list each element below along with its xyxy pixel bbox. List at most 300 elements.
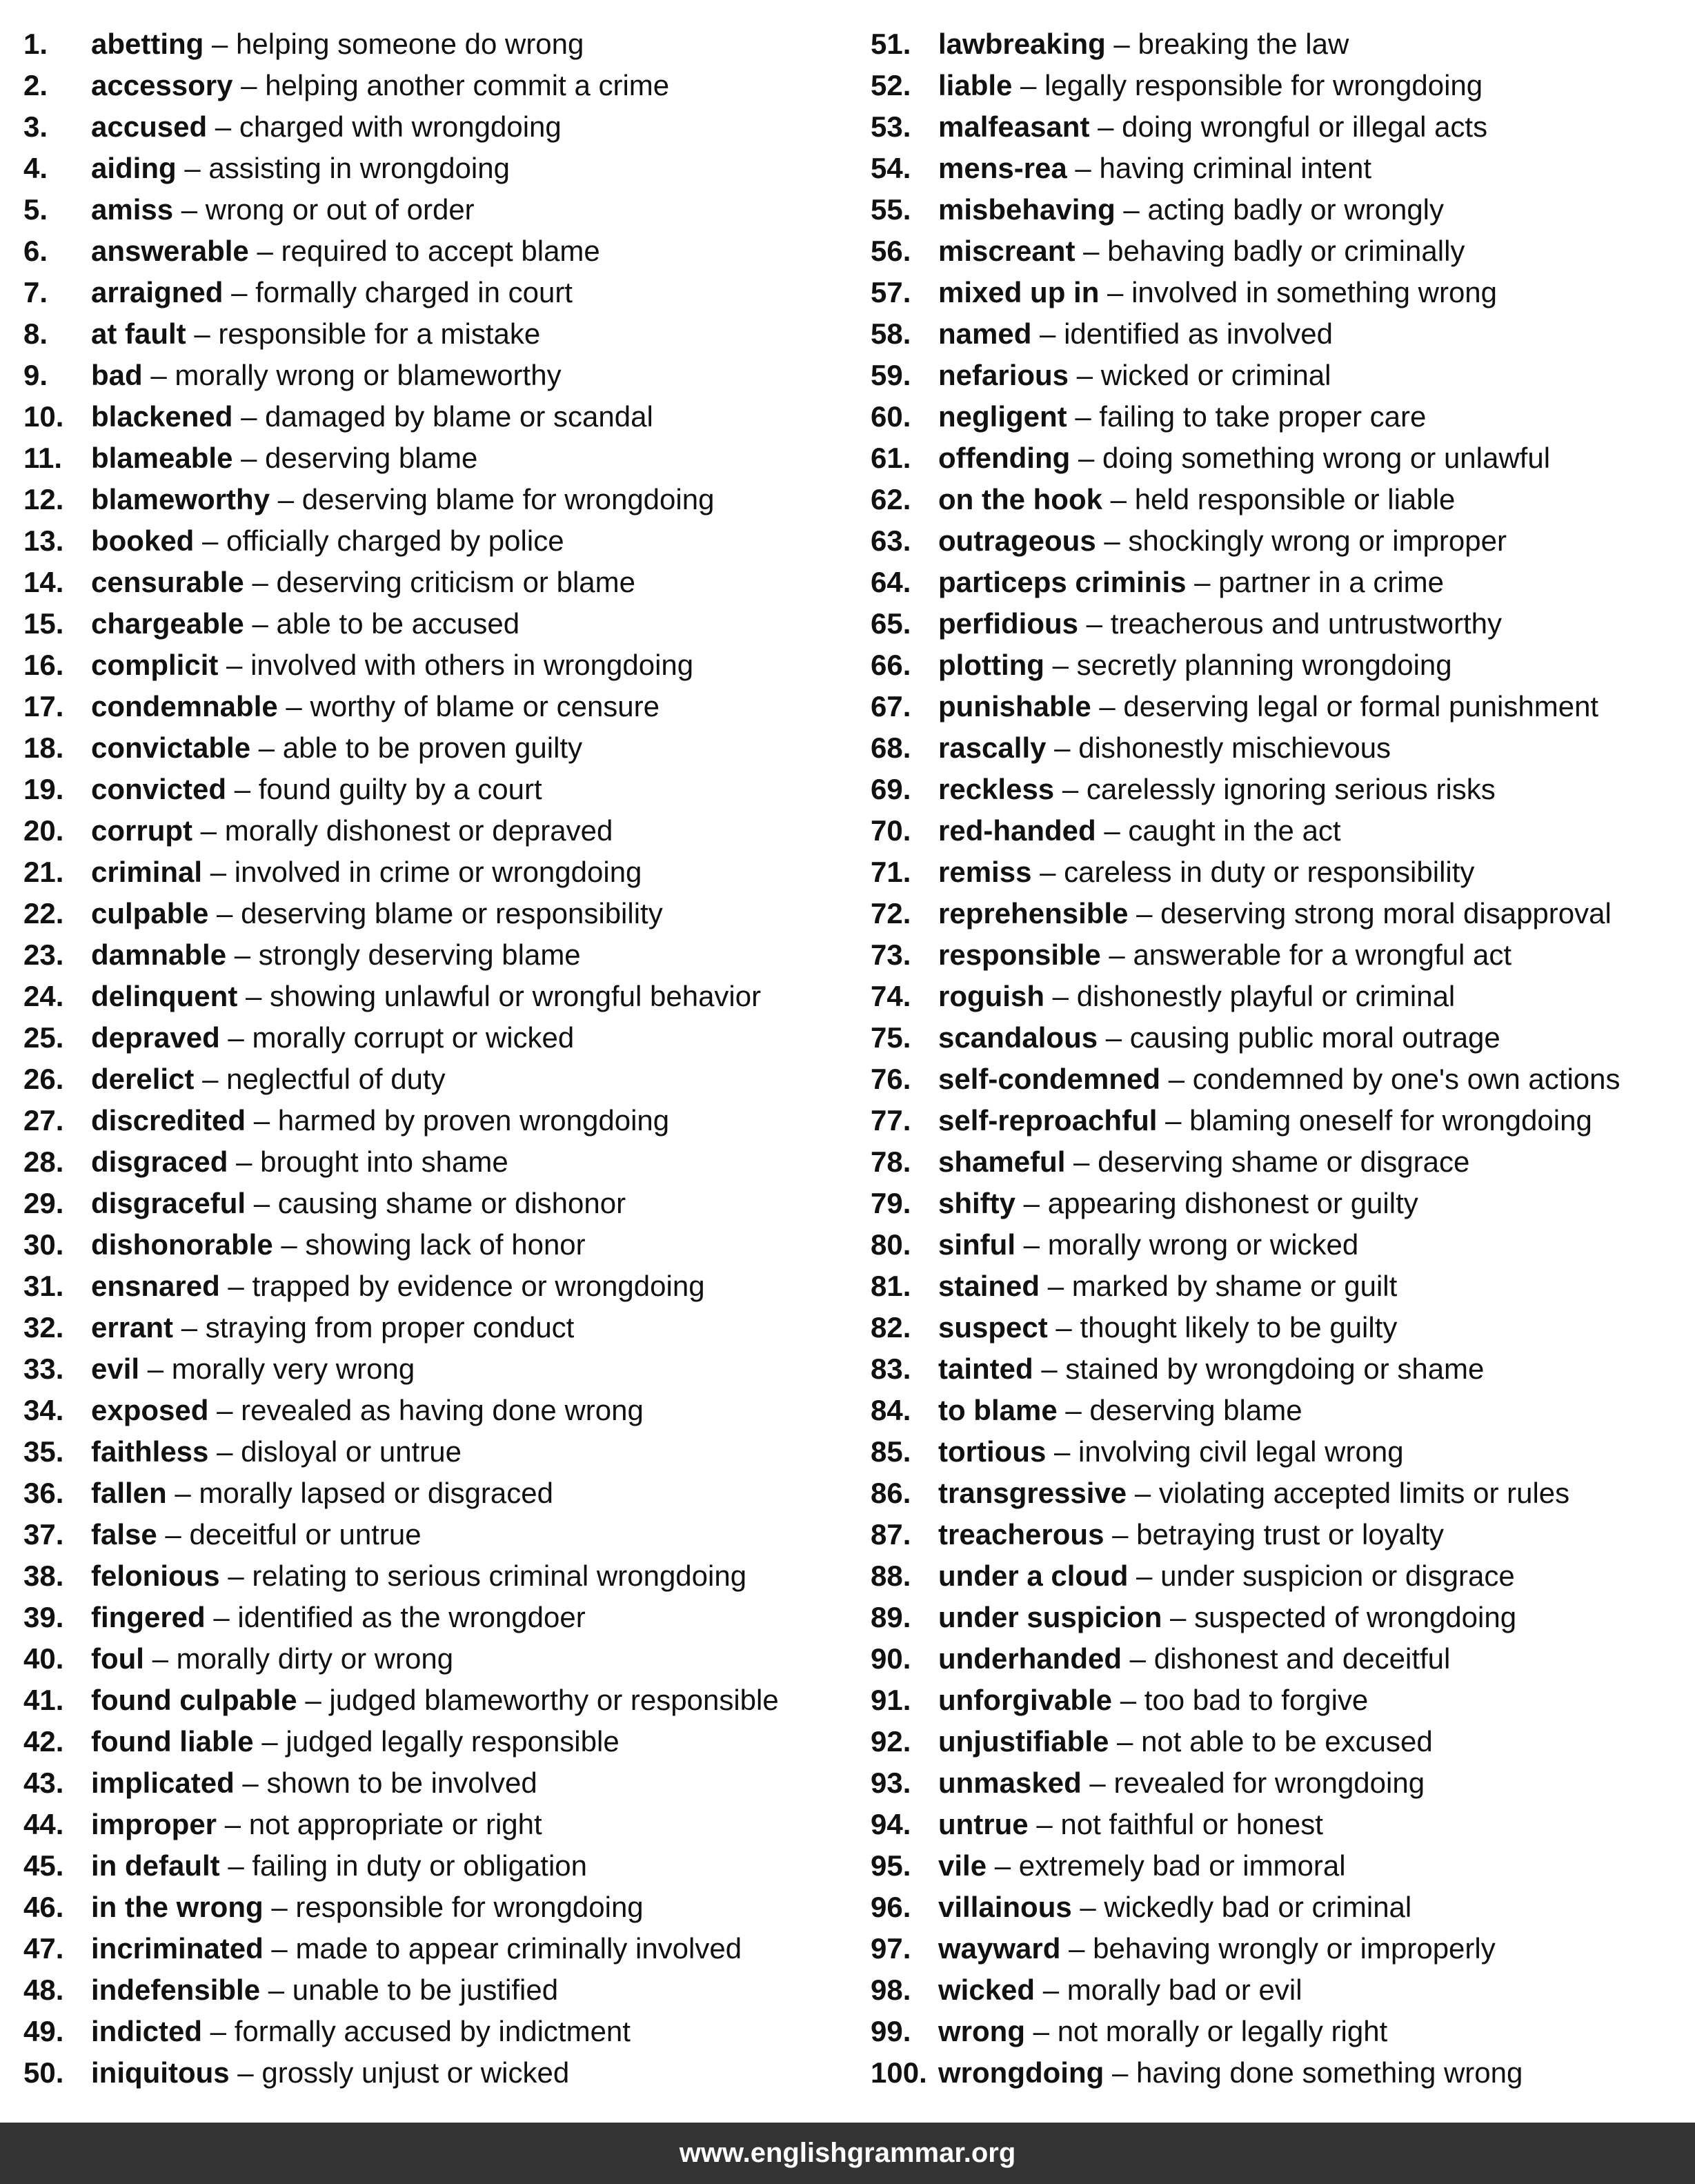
entry-definition: judged legally responsible	[286, 1725, 619, 1758]
entry-definition: suspected of wrongdoing	[1194, 1601, 1517, 1633]
entry-separator: –	[173, 1311, 206, 1344]
list-item	[23, 769, 844, 810]
entry-term: disgraceful	[91, 1187, 246, 1219]
entry-separator: –	[234, 1767, 267, 1799]
list-item	[23, 1100, 844, 1141]
entry-definition: partner in a crime	[1218, 566, 1444, 598]
list-item	[23, 1141, 844, 1183]
entry-definition: shown to be involved	[266, 1767, 537, 1799]
entry-definition: acting badly or wrongly	[1147, 193, 1445, 226]
entry-definition: deserving shame or disgrace	[1098, 1145, 1470, 1178]
entry-separator: –	[1012, 69, 1045, 101]
entry-number: 66.	[871, 649, 911, 681]
entry-definition: officially charged by police	[226, 524, 564, 557]
list-item	[23, 686, 844, 727]
entry-number: 43.	[23, 1767, 64, 1799]
list-item	[871, 2011, 1685, 2052]
entry-definition: neglectful of duty	[226, 1063, 446, 1095]
entry-term: miscreant	[938, 235, 1076, 267]
entry-definition: carelessly ignoring serious risks	[1086, 773, 1496, 805]
entry-separator: –	[1102, 483, 1135, 515]
list-item	[23, 893, 844, 934]
list-item	[23, 148, 844, 189]
entry-term: iniquitous	[91, 2056, 230, 2089]
entry-term: tortious	[938, 1435, 1047, 1468]
entry-term: blameworthy	[91, 483, 270, 515]
entry-definition: behaving wrongly or improperly	[1093, 1932, 1496, 1965]
entry-definition: failing to take proper care	[1099, 400, 1427, 433]
entry-number: 5.	[23, 193, 48, 226]
entry-term: on the hook	[938, 483, 1102, 515]
entry-number: 2.	[23, 69, 48, 101]
entry-number: 52.	[871, 69, 911, 101]
entry-number: 24.	[23, 980, 64, 1012]
entry-separator: –	[1035, 1974, 1067, 2006]
entry-term: shameful	[938, 1145, 1066, 1178]
entry-separator: –	[232, 400, 266, 433]
entry-definition: deserving blame	[265, 442, 478, 474]
list-item	[871, 1348, 1685, 1390]
list-item	[871, 313, 1685, 355]
entry-term: aiding	[91, 152, 177, 184]
entry-separator: –	[244, 566, 277, 598]
entry-separator: –	[1091, 690, 1124, 722]
entry-number: 90.	[871, 1642, 911, 1675]
list-item	[23, 727, 844, 769]
entry-term: untrue	[938, 1808, 1029, 1840]
entry-term: punishable	[938, 690, 1091, 722]
list-item	[871, 1721, 1685, 1762]
entry-number: 72.	[871, 897, 911, 929]
list-item	[871, 1762, 1685, 1804]
list-item	[23, 230, 844, 272]
entry-number: 29.	[23, 1187, 64, 1219]
entry-separator: –	[1054, 773, 1087, 805]
entry-term: suspect	[938, 1311, 1048, 1344]
list-item	[23, 1307, 844, 1348]
entry-separator: –	[1081, 1767, 1114, 1799]
entry-definition: having done something wrong	[1136, 2056, 1523, 2089]
entry-term: underhanded	[938, 1642, 1122, 1675]
entry-number: 85.	[871, 1435, 911, 1468]
entry-term: misbehaving	[938, 193, 1116, 226]
list-item	[871, 65, 1685, 106]
entry-term: condemnable	[91, 690, 278, 722]
entry-term: disgraced	[91, 1145, 228, 1178]
list-item	[871, 1887, 1685, 1928]
entry-definition: responsible for a mistake	[218, 317, 541, 350]
entry-term: self-condemned	[938, 1063, 1161, 1095]
entry-definition: revealed for wrongdoing	[1113, 1767, 1425, 1799]
entry-separator: –	[219, 1021, 252, 1054]
entry-definition: deserving blame or responsibility	[241, 897, 663, 929]
entry-number: 99.	[871, 2015, 911, 2047]
list-item	[871, 2052, 1685, 2094]
entry-separator: –	[208, 897, 241, 929]
entry-number: 41.	[23, 1684, 64, 1716]
entry-separator: –	[1104, 1518, 1137, 1551]
entry-number: 57.	[871, 276, 911, 308]
entry-term: treacherous	[938, 1518, 1104, 1551]
entry-number: 55.	[871, 193, 911, 226]
entry-separator: –	[1069, 359, 1101, 391]
entry-term: remiss	[938, 856, 1032, 888]
entry-term: fallen	[91, 1477, 167, 1509]
list-item	[23, 23, 844, 65]
entry-separator: –	[223, 276, 256, 308]
entry-definition: betraying trust or loyalty	[1136, 1518, 1445, 1551]
entry-separator: –	[1162, 1601, 1195, 1633]
list-item	[23, 1266, 844, 1307]
entry-definition: morally wrong or blameworthy	[175, 359, 562, 391]
entry-term: red-handed	[938, 814, 1096, 847]
entry-definition: deserving blame	[1089, 1394, 1302, 1426]
entry-number: 93.	[871, 1767, 911, 1799]
entry-term: sinful	[938, 1228, 1015, 1261]
entry-number: 13.	[23, 524, 64, 557]
entry-separator: –	[1099, 276, 1132, 308]
entry-separator: –	[226, 938, 259, 971]
entry-number: 83.	[871, 1352, 911, 1385]
entry-definition: appearing dishonest or guilty	[1047, 1187, 1418, 1219]
list-item	[23, 272, 844, 313]
entry-separator: –	[272, 1228, 306, 1261]
list-item	[23, 313, 844, 355]
entry-separator: –	[1105, 28, 1138, 60]
entry-definition: blaming oneself for wrongdoing	[1189, 1104, 1592, 1137]
entry-separator: –	[1112, 1684, 1144, 1716]
entry-separator: –	[194, 1063, 227, 1095]
list-item	[23, 1224, 844, 1266]
entry-separator: –	[1075, 235, 1108, 267]
entry-separator: –	[1044, 649, 1077, 681]
entry-term: wrong	[938, 2015, 1025, 2047]
entry-separator: –	[217, 1808, 249, 1840]
entry-definition: showing unlawful or wrongful behavior	[270, 980, 762, 1012]
entry-definition: morally dirty or wrong	[176, 1642, 454, 1675]
entry-definition: deserving legal or formal punishment	[1123, 690, 1599, 722]
entry-term: unmasked	[938, 1767, 1082, 1799]
list-item	[871, 106, 1685, 148]
entry-term: answerable	[91, 235, 249, 267]
entry-separator: –	[219, 1560, 252, 1592]
entry-definition: involving civil legal wrong	[1078, 1435, 1404, 1468]
entry-definition: not faithful or honest	[1060, 1808, 1323, 1840]
entry-term: negligent	[938, 400, 1067, 433]
entry-number: 63.	[871, 524, 911, 557]
entry-term: lawbreaking	[938, 28, 1106, 60]
entry-number: 69.	[871, 773, 911, 805]
entry-number: 94.	[871, 1808, 911, 1840]
entry-definition: disloyal or untrue	[241, 1435, 462, 1468]
entry-separator: –	[1015, 1228, 1048, 1261]
entry-number: 54.	[871, 152, 911, 184]
entry-number: 28.	[23, 1145, 64, 1178]
entry-separator: –	[219, 1270, 252, 1302]
entry-number: 35.	[23, 1435, 64, 1468]
entry-definition: treacherous and untrustworthy	[1110, 607, 1503, 640]
entry-term: nefarious	[938, 359, 1069, 391]
entry-definition: not able to be excused	[1141, 1725, 1433, 1758]
entry-number: 53.	[871, 110, 911, 143]
list-item	[871, 1307, 1685, 1348]
entry-term: outrageous	[938, 524, 1096, 557]
entry-separator: –	[1160, 1063, 1193, 1095]
entry-separator: –	[260, 1974, 293, 2006]
entry-number: 44.	[23, 1808, 64, 1840]
entry-term: false	[91, 1518, 157, 1551]
entry-definition: deceitful or untrue	[189, 1518, 422, 1551]
entry-number: 82.	[871, 1311, 911, 1344]
entry-definition: held responsible or liable	[1134, 483, 1456, 515]
entry-term: found culpable	[91, 1684, 297, 1716]
list-item	[871, 1555, 1685, 1597]
entry-number: 31.	[23, 1270, 64, 1302]
entry-separator: –	[250, 731, 283, 764]
list-item	[871, 852, 1685, 893]
list-item	[871, 479, 1685, 520]
list-item	[871, 1183, 1685, 1224]
list-item	[871, 1969, 1685, 2011]
entry-term: convicted	[91, 773, 227, 805]
entry-number: 58.	[871, 317, 911, 350]
entry-definition: not appropriate or right	[248, 1808, 542, 1840]
list-item	[23, 65, 844, 106]
entry-separator: –	[1060, 1932, 1093, 1965]
entry-number: 47.	[23, 1932, 64, 1965]
entry-term: rascally	[938, 731, 1047, 764]
footer-bar	[0, 2123, 1695, 2184]
entry-separator: –	[1046, 1435, 1079, 1468]
list-item	[871, 934, 1685, 976]
entry-term: incriminated	[91, 1932, 264, 1965]
entry-term: fingered	[91, 1601, 206, 1633]
list-item	[23, 1059, 844, 1100]
entry-definition: worthy of blame or censure	[310, 690, 660, 722]
entry-number: 16.	[23, 649, 64, 681]
entry-separator: –	[1031, 856, 1064, 888]
entry-separator: –	[1024, 2015, 1058, 2047]
entry-definition: morally corrupt or wicked	[252, 1021, 575, 1054]
list-item	[871, 1390, 1685, 1431]
entry-separator: –	[1070, 442, 1102, 474]
list-item	[23, 1348, 844, 1390]
entry-number: 74.	[871, 980, 911, 1012]
entry-definition: dishonestly playful or criminal	[1076, 980, 1456, 1012]
entry-definition: involved in crime or wrongdoing	[234, 856, 642, 888]
list-item	[871, 1845, 1685, 1887]
entry-separator: –	[204, 28, 237, 60]
entry-definition: judged blameworthy or responsible	[329, 1684, 779, 1716]
entry-number: 23.	[23, 938, 64, 971]
entry-separator: –	[263, 1932, 296, 1965]
list-item	[871, 1473, 1685, 1514]
entry-separator: –	[208, 1394, 241, 1426]
entry-number: 22.	[23, 897, 64, 929]
entry-separator: –	[263, 1891, 296, 1923]
list-item	[23, 1928, 844, 1969]
entry-term: arraigned	[91, 276, 224, 308]
entry-number: 32.	[23, 1311, 64, 1344]
entry-separator: –	[219, 1849, 252, 1882]
entry-separator: –	[1100, 938, 1133, 971]
list-item	[871, 1431, 1685, 1473]
list-item	[23, 396, 844, 437]
word-list-right-column	[871, 23, 1685, 2094]
entry-number: 87.	[871, 1518, 911, 1551]
list-item	[23, 1721, 844, 1762]
entry-definition: thought likely to be guilty	[1080, 1311, 1398, 1344]
entry-definition: wicked or criminal	[1100, 359, 1331, 391]
entry-separator: –	[1104, 2056, 1136, 2089]
entry-number: 3.	[23, 110, 48, 143]
entry-separator: –	[1047, 1311, 1080, 1344]
entry-definition: formally charged in court	[255, 276, 573, 308]
entry-term: bad	[91, 359, 143, 391]
entry-number: 7.	[23, 276, 48, 308]
entry-number: 8.	[23, 317, 48, 350]
entry-separator: –	[1157, 1104, 1190, 1137]
entry-number: 62.	[871, 483, 911, 515]
list-item	[23, 1969, 844, 2011]
entry-number: 50.	[23, 2056, 64, 2089]
entry-definition: morally wrong or wicked	[1047, 1228, 1359, 1261]
list-item	[23, 1638, 844, 1680]
entry-separator: –	[143, 1642, 177, 1675]
entry-term: wayward	[938, 1932, 1061, 1965]
entry-number: 88.	[871, 1560, 911, 1592]
entry-term: roguish	[938, 980, 1044, 1012]
entry-separator: –	[987, 1849, 1019, 1882]
entry-term: unjustifiable	[938, 1725, 1109, 1758]
list-item	[871, 272, 1685, 313]
entry-number: 68.	[871, 731, 911, 764]
entry-number: 64.	[871, 566, 911, 598]
entry-definition: shockingly wrong or improper	[1128, 524, 1507, 557]
entry-term: wrongdoing	[938, 2056, 1104, 2089]
entry-term: self-reproachful	[938, 1104, 1158, 1137]
entry-term: offending	[938, 442, 1071, 474]
entry-number: 79.	[871, 1187, 911, 1219]
list-item	[23, 1390, 844, 1431]
entry-number: 42.	[23, 1725, 64, 1758]
entry-definition: able to be proven guilty	[282, 731, 583, 764]
entry-separator: –	[1065, 1145, 1098, 1178]
entry-separator: –	[208, 1435, 241, 1468]
entry-number: 15.	[23, 607, 64, 640]
entry-number: 14.	[23, 566, 64, 598]
entry-term: in default	[91, 1849, 220, 1882]
entry-definition: deserving strong moral disapproval	[1160, 897, 1612, 929]
list-item	[23, 1431, 844, 1473]
list-item	[871, 686, 1685, 727]
entry-definition: responsible for wrongdoing	[295, 1891, 644, 1923]
entry-definition: helping another commit a crime	[265, 69, 670, 101]
entry-definition: required to accept blame	[281, 235, 600, 267]
list-item	[871, 396, 1685, 437]
entry-number: 71.	[871, 856, 911, 888]
list-item	[23, 1887, 844, 1928]
entry-term: mixed up in	[938, 276, 1100, 308]
entry-number: 26.	[23, 1063, 64, 1095]
entry-number: 17.	[23, 690, 64, 722]
entry-term: culpable	[91, 897, 209, 929]
entry-definition: dishonest and deceitful	[1153, 1642, 1451, 1675]
entry-term: faithless	[91, 1435, 209, 1468]
entry-term: accessory	[91, 69, 233, 101]
entry-separator: –	[1046, 731, 1079, 764]
entry-separator: –	[1040, 1270, 1072, 1302]
list-item	[23, 1183, 844, 1224]
entry-definition: trapped by evidence or wrongdoing	[252, 1270, 705, 1302]
entry-definition: condemned by one's own actions	[1192, 1063, 1620, 1095]
entry-separator: –	[246, 1187, 278, 1219]
entry-number: 80.	[871, 1228, 911, 1261]
entry-separator: –	[1044, 980, 1077, 1012]
entry-term: complicit	[91, 649, 219, 681]
entry-term: discredited	[91, 1104, 246, 1137]
list-item	[871, 645, 1685, 686]
list-item	[871, 1638, 1685, 1680]
entry-term: amiss	[91, 193, 174, 226]
entry-term: transgressive	[938, 1477, 1127, 1509]
entry-separator: –	[246, 1104, 278, 1137]
entry-separator: –	[248, 235, 281, 267]
entry-definition: too bad to forgive	[1144, 1684, 1369, 1716]
entry-number: 9.	[23, 359, 48, 391]
footer-website-link[interactable]: www.englishgrammar.org	[679, 2138, 1016, 2168]
entry-number: 75.	[871, 1021, 911, 1054]
list-item	[871, 1597, 1685, 1638]
entry-term: malfeasant	[938, 110, 1090, 143]
entry-number: 81.	[871, 1270, 911, 1302]
entry-separator: –	[157, 1518, 190, 1551]
entry-separator: –	[237, 980, 270, 1012]
entry-definition: morally bad or evil	[1067, 1974, 1302, 2006]
entry-number: 98.	[871, 1974, 911, 2006]
entry-separator: –	[139, 1352, 172, 1385]
entry-separator: –	[1098, 1021, 1130, 1054]
entry-separator: –	[1057, 1394, 1090, 1426]
entry-separator: –	[202, 2015, 235, 2047]
entry-separator: –	[1186, 566, 1219, 598]
entry-term: abetting	[91, 28, 204, 60]
entry-separator: –	[1128, 897, 1161, 929]
entry-number: 6.	[23, 235, 48, 267]
entry-separator: –	[244, 607, 277, 640]
entry-definition: assisting in wrongdoing	[208, 152, 510, 184]
entry-term: shifty	[938, 1187, 1016, 1219]
entry-term: indefensible	[91, 1974, 261, 2006]
entry-definition: morally lapsed or disgraced	[199, 1477, 553, 1509]
entry-number: 60.	[871, 400, 911, 433]
entry-number: 34.	[23, 1394, 64, 1426]
entry-term: blameable	[91, 442, 233, 474]
entry-term: damnable	[91, 938, 227, 971]
entry-definition: strongly deserving blame	[258, 938, 581, 971]
list-item	[871, 727, 1685, 769]
list-item	[871, 1514, 1685, 1555]
entry-term: implicated	[91, 1767, 235, 1799]
list-item	[871, 976, 1685, 1017]
list-item	[871, 562, 1685, 603]
list-item	[23, 1762, 844, 1804]
entry-number: 51.	[871, 28, 911, 60]
entry-term: particeps criminis	[938, 566, 1187, 598]
list-item	[23, 106, 844, 148]
entry-number: 56.	[871, 235, 911, 267]
entry-number: 76.	[871, 1063, 911, 1095]
